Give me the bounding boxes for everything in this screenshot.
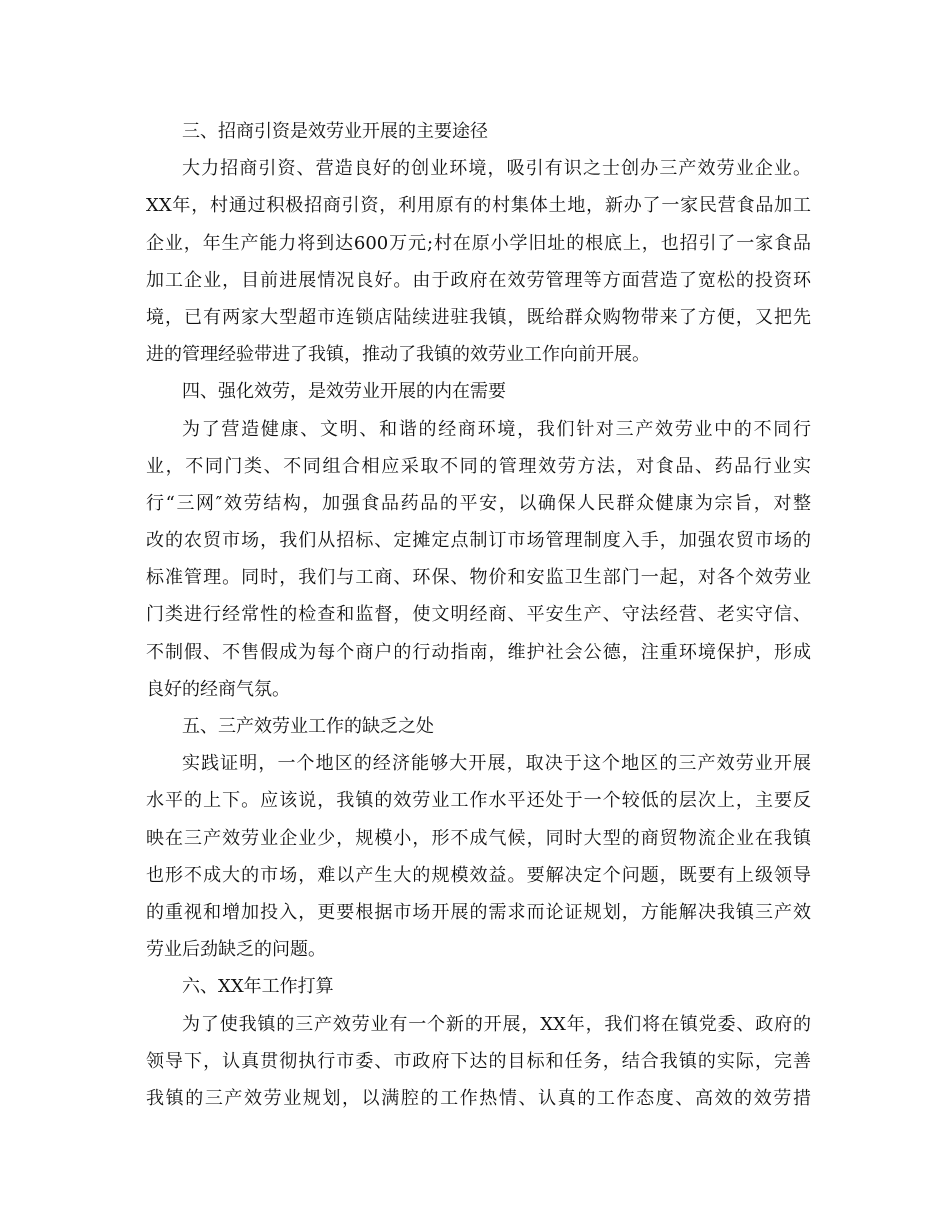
paragraph-line: 劳业后劲缺乏的问题。: [146, 939, 326, 961]
paragraph-line: 业，不同门类、不同组合相应采取不同的管理效劳方法，对食品、药品行业实: [146, 455, 811, 477]
section-heading: 三、招商引资是效劳业开展的主要途径: [182, 121, 488, 142]
paragraph-line: XX年，村通过积极招商引资，利用原有的村集体土地，新办了一家民营食品加工: [146, 195, 811, 217]
paragraph-line: 标准管理。同时，我们与工商、环保、物价和安监卫生部门一起，对各个效劳业: [146, 567, 811, 589]
paragraph-line: 进的管理经验带进了我镇，推动了我镇的效劳业工作向前开展。: [146, 344, 650, 366]
section-heading: 四、强化效劳，是效劳业开展的内在需要: [182, 381, 506, 403]
paragraph-line: 良好的经商气氛。: [146, 678, 290, 700]
paragraph-line: 大力招商引资、营造良好的创业环境，吸引有识之士创办三产效劳业企业。: [182, 158, 811, 180]
paragraph-line: 不制假、不售假成为每个商户的行动指南，维护社会公德，注重环境保护，形成: [146, 641, 811, 663]
paragraph-line: 实践证明，一个地区的经济能够大开展，取决于这个地区的三产效劳业开展: [182, 753, 811, 775]
paragraph-line: 我镇的三产效劳业规划，以满腔的工作热情、认真的工作态度、高效的效劳措: [146, 1087, 811, 1109]
paragraph-line: 境，已有两家大型超市连锁店陆续进驻我镇，既给群众购物带来了方便，又把先: [146, 306, 811, 328]
paragraph-line: 映在三产效劳业企业少，规模小，形不成气候，同时大型的商贸物流企业在我镇: [146, 827, 811, 849]
paragraph-line: 领导下，认真贯彻执行市委、市政府下达的目标和任务，结合我镇的实际，完善: [146, 1050, 811, 1072]
paragraph-line: 为了营造健康、文明、和谐的经商环境，我们针对三产效劳业中的不同行: [182, 418, 811, 440]
paragraph-line: 门类进行经常性的检查和监督，使文明经商、平安生产、守法经营、老实守信、: [146, 604, 811, 626]
section-heading: 五、三产效劳业工作的缺乏之处: [182, 716, 434, 737]
section-heading: 六、XX年工作打算: [182, 976, 334, 998]
paragraph-line: 也形不成大的市场，难以产生大的规模效益。要解决定个问题，既要有上级领导: [146, 864, 811, 886]
paragraph-line: 为了使我镇的三产效劳业有一个新的开展，XX年，我们将在镇党委、政府的: [182, 1013, 811, 1035]
paragraph-line: 加工企业，目前进展情况良好。由于政府在效劳管理等方面营造了宽松的投资环: [146, 269, 811, 291]
paragraph-line: 水平的上下。应该说，我镇的效劳业工作水平还处于一个较低的层次上，主要反: [146, 790, 811, 812]
paragraph-line: 企业，年生产能力将到达600万元;村在原小学旧址的根底上，也招引了一家食品: [146, 232, 811, 254]
paragraph-line: 的重视和增加投入，更要根据市场开展的需求而论证规划，方能解决我镇三产效: [146, 901, 811, 923]
paragraph-line: 行“三网″效劳结构，加强食品药品的平安，以确保人民群众健康为宗旨，对整: [146, 492, 811, 514]
paragraph-line: 改的农贸市场，我们从招标、定摊定点制订市场管理制度入手，加强农贸市场的: [146, 530, 811, 552]
document-page: [146, 113, 811, 1117]
